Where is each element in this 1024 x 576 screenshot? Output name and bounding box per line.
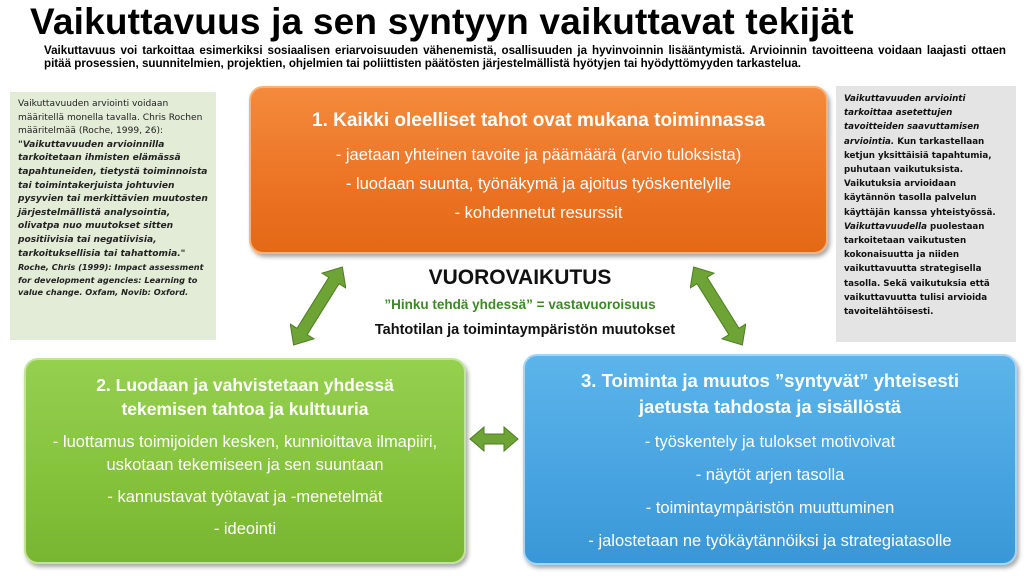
box-3-change — [523, 354, 1017, 565]
definition-box-right — [836, 86, 1016, 342]
definition-lead: Vaikuttavuuden arviointi voidaan määritellä monella tavalla. Chris Rochen määritelmää (Roche, 1999, 26): — [18, 99, 203, 137]
box-2-culture — [24, 358, 466, 564]
intro-text: Vaikuttavuus voi tarkoittaa esimerkiksi sosiaalisen eriarvoisuuden vähenemistä, osallisuuden ja hyvinvoinnin lisääntymistä. Arvioinnin tavoitteena voidaan laajasti ottaen pitää prosessien, suunnitelmien, projektien, ohjelmien tai poliittisten päätösten järjestelmällistä hyötyjen tai hyödyttömyyden tarkastelua. — [44, 44, 1006, 70]
box-3-item: - näytöt arjen tasolla — [695, 466, 845, 484]
definition-reference: Roche, Chris (1999): Impact assessment for development agencies: Learning to value change. Oxfam, Novib: Oxford. — [18, 262, 204, 298]
box-3-heading-line-1: 3. Toiminta ja muutos ”syntyvät” yhteisesti — [581, 370, 959, 391]
double-arrow-horizontal-icon — [468, 424, 520, 454]
box-2-heading-line-1: 2. Luodaan ja vahvistetaan yhdessä — [96, 375, 394, 395]
right-paragraph-1-italic: Vaikuttavuuden arviointi tarkoittaa asetettujen tavoitteiden saavuttamisen arviointia. — [844, 94, 980, 147]
right-paragraph-2: puolestaan tarkoitetaan vaikutusten kokonaisuutta ja niiden vaikuttavuutta strategisella tasolla. Sekä vaikutuksia että vaikuttavuutta tulisi arvioida tavoitelähtöisesti. — [844, 221, 990, 318]
box-1-item: - jaetaan yhteinen tavoite ja päämäärä (arvio tuloksista) — [335, 146, 742, 164]
box-1-heading: 1. Kaikki oleelliset tahot ovat mukana toiminnassa — [312, 110, 765, 131]
page-title: Vaikuttavuus ja sen syntyyn vaikuttavat tekijät — [30, 1, 854, 42]
box-3-item: - työskentely ja tulokset motivoivat — [644, 433, 896, 451]
interaction-subtitle-2: Tahtotilan ja toimintaympäristön muutokset — [374, 322, 676, 338]
box-1-item: - kohdennetut resurssit — [454, 204, 623, 222]
box-2-heading — [26, 360, 464, 421]
box-2-item: - luottamus toimijoiden kesken, kunnioittava ilmapiiri, uskotaan tekemiseen ja sen suuntaan — [52, 433, 438, 474]
box-3-item: - jalostetaan ne työkäytännöiksi ja strategiatasolle — [588, 532, 952, 550]
definition-quote: "Vaikuttavuuden arvioinnilla tarkoitetaan ihmisten elämässä tapahtuneiden, tietystä toiminnoista tai toimintakerjuista johtuvien pysyvien tai merkittävien muutosten järjestelmällistä analysointia, olivatpa nuo muutokset sitten positiivisia tai negatiivisia, tarkoituksellisia tai tahattomia." — [18, 139, 208, 259]
box-3-heading — [525, 356, 1015, 420]
double-arrow-right-icon — [690, 258, 746, 354]
box-2-heading-line-2: tekemisen tahtoa ja kulttuuria — [121, 399, 369, 419]
box-3-item: - toimintaympäristön muuttuminen — [645, 499, 895, 517]
box-3-heading-line-2: jaetusta tahdosta ja sisällöstä — [638, 396, 902, 417]
interaction-title: VUOROVAIKUTUS — [428, 266, 612, 289]
interaction-subtitle: ”Hinku tehdä yhdessä” = vastavuoroisuus — [384, 297, 656, 312]
box-2-item: - kannustavat työtavat ja -menetelmät — [107, 488, 383, 506]
right-paragraph-1: Kun tarkastellaan ketjun yksittäisiä tapahtumia, puhutaan vaikutuksista. Vaikutuksia arvioidaan käytännön tasolla palvelun käyttäjän kanssa yhteistyössä. — [844, 136, 996, 218]
definition-box-left — [10, 92, 216, 340]
double-arrow-left-icon — [290, 258, 346, 354]
box-1-stakeholders — [249, 86, 828, 254]
box-1-item: - luodaan suunta, työnäkymä ja ajoitus työskentelylle — [345, 175, 732, 193]
right-paragraph-2-italic: Vaikuttavuudella — [844, 221, 927, 232]
box-2-item: - ideointi — [213, 520, 277, 538]
